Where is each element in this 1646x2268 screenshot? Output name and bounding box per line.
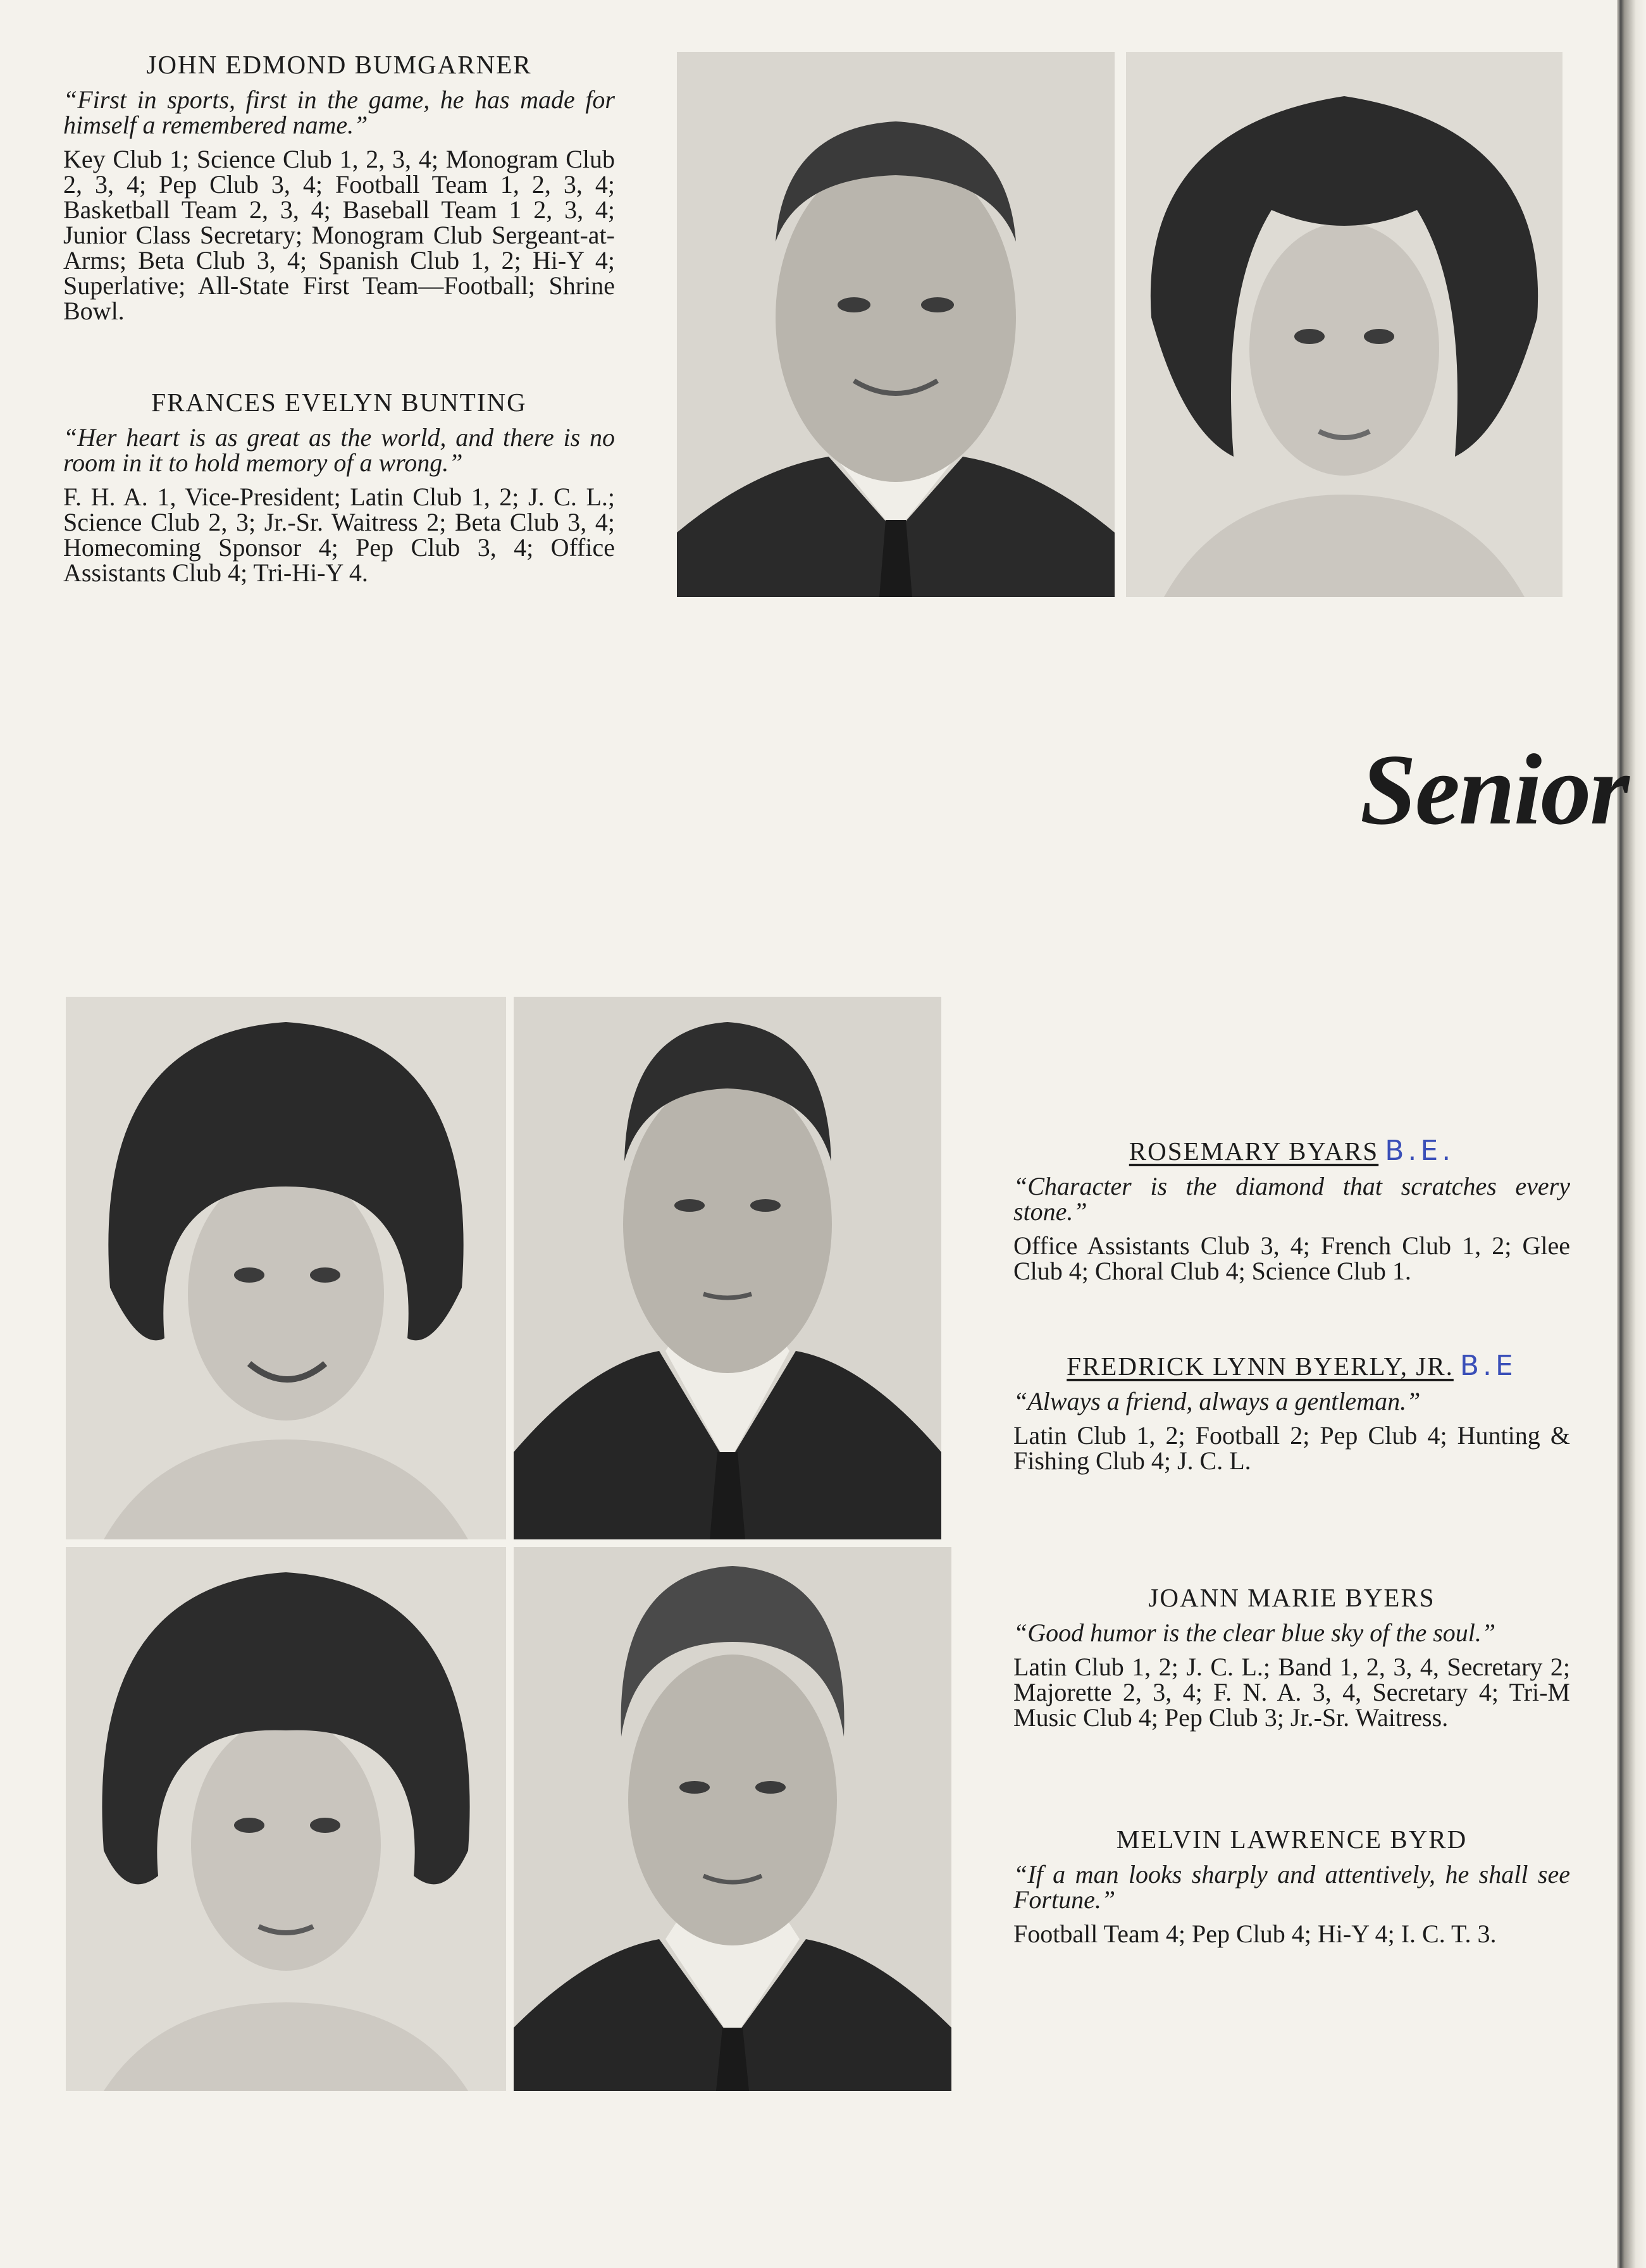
senior-activities: Key Club 1; Science Club 1, 2, 3, 4; Monogram Club 2, 3, 4; Pep Club 3, 4; Football Team 1, 2, 3, 4; Basketball Team 2, 3, 4; Baseball Team 1 2, 3, 4; Junior Class Secretary; Monogram Club Sergeant-at-Arms; Beta Club 3, 4; Spanish Club 1, 2; Hi-Y 4; Superlative; All-State First Team—Football; Shrine Bowl. bbox=[63, 145, 615, 325]
senior-name-line bbox=[1013, 1136, 1570, 1166]
senior-activities: Office Assistants Club 3, 4; French Club 1, 2; Glee Club 4; Choral Club 4; Science Club 1. bbox=[1013, 1231, 1570, 1285]
section-title: Senior bbox=[1360, 733, 1628, 846]
portrait-photo-bumgarner bbox=[677, 52, 1115, 597]
portrait-photo-byrd bbox=[514, 1547, 951, 2091]
senior-entry-bunting bbox=[63, 387, 615, 586]
senior-quote: “First in sports, first in the game, he has made for himself a remembered name.” bbox=[63, 85, 615, 139]
senior-name: FREDRICK LYNN BYERLY, JR. bbox=[1067, 1352, 1454, 1381]
page-gutter bbox=[1617, 0, 1646, 2268]
senior-quote: “Good humor is the clear blue sky of the soul.” bbox=[1013, 1618, 1496, 1647]
portrait-photo-byers bbox=[66, 1547, 506, 2091]
senior-quote: “Character is the diamond that scratches every stone.” bbox=[1013, 1172, 1570, 1226]
handwritten-annotation: B.E bbox=[1459, 1350, 1517, 1382]
senior-name: ROSEMARY BYARS bbox=[1129, 1137, 1379, 1166]
senior-name: FRANCES EVELYN BUNTING bbox=[151, 388, 527, 417]
senior-entry-byerly bbox=[1013, 1351, 1570, 1474]
portrait-photo-byars bbox=[66, 997, 506, 1539]
senior-quote: “If a man looks sharply and attentively, he shall see Fortune.” bbox=[1013, 1860, 1570, 1914]
senior-entry-byars bbox=[1013, 1136, 1570, 1284]
senior-quote: “Her heart is as great as the world, and there is no room in it to hold memory of a wrong.” bbox=[63, 423, 615, 477]
senior-activities: Latin Club 1, 2; J. C. L.; Band 1, 2, 3, 4, Secretary 2; Majorette 2, 3, 4; F. N. A. 3, 4, Secretary 4; Tri-M Music Club 4; Pep Club 3; Jr.-Sr. Waitress. bbox=[1013, 1653, 1570, 1732]
senior-activities: F. H. A. 1, Vice-President; Latin Club 1, 2; J. C. L.; Science Club 2, 3; Jr.-Sr. Waitress 2; Beta Club 3, 4; Homecoming Sponsor 4; Pep Club 3, 4; Office Assistants Club 4; Tri-Hi-Y 4. bbox=[63, 483, 615, 587]
senior-name: MELVIN LAWRENCE BYRD bbox=[1116, 1825, 1468, 1854]
senior-entry-byers bbox=[1013, 1582, 1570, 1730]
senior-activities: Football Team 4; Pep Club 4; Hi-Y 4; I. C. T. 3. bbox=[1013, 1920, 1497, 1948]
senior-entry-byrd bbox=[1013, 1824, 1570, 1947]
senior-name: JOHN EDMOND BUMGARNER bbox=[146, 50, 532, 79]
senior-name: JOANN MARIE BYERS bbox=[1148, 1583, 1435, 1612]
senior-entry-bumgarner bbox=[63, 49, 615, 324]
senior-quote: “Always a friend, always a gentleman.” bbox=[1013, 1387, 1421, 1415]
portrait-photo-bunting bbox=[1126, 52, 1562, 597]
portrait-photo-byerly bbox=[514, 997, 941, 1539]
senior-activities: Latin Club 1, 2; Football 2; Pep Club 4; Hunting & Fishing Club 4; J. C. L. bbox=[1013, 1421, 1570, 1475]
senior-name-line bbox=[1013, 1351, 1570, 1381]
handwritten-annotation: B.E. bbox=[1385, 1135, 1455, 1167]
